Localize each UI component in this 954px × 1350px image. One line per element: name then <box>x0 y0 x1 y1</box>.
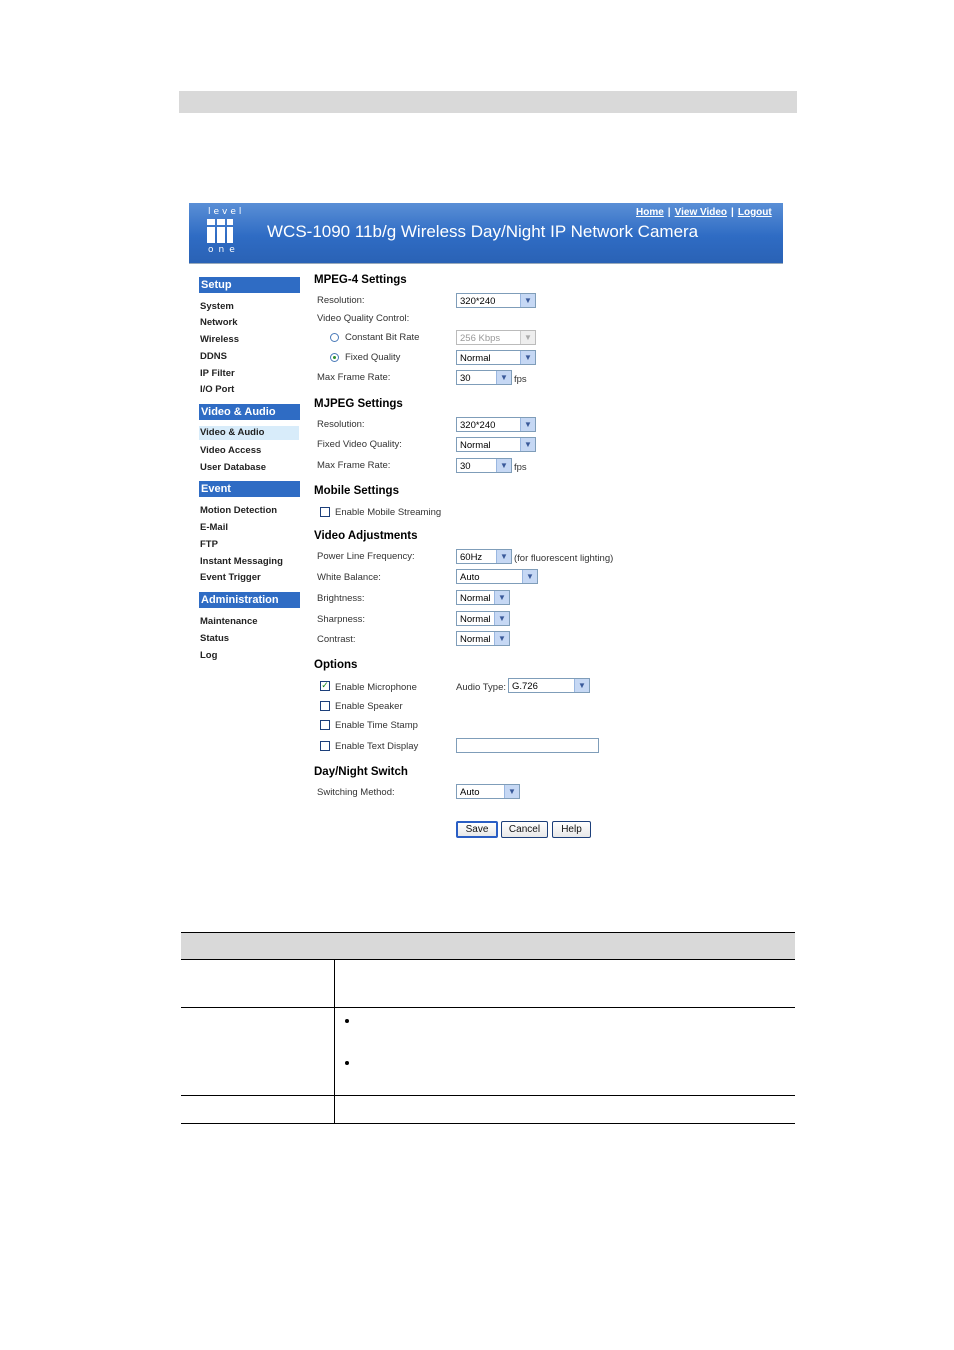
link-separator: | <box>731 207 734 218</box>
sidebar-item-video-audio[interactable]: Video & Audio <box>199 426 299 440</box>
white-balance-select[interactable] <box>456 569 538 584</box>
mpeg4-fps-unit: fps <box>514 374 527 385</box>
sidebar-item-email[interactable]: E-Mail <box>200 522 228 533</box>
table-bottom-border <box>181 1123 795 1124</box>
sidebar-item-motion-detection[interactable]: Motion Detection <box>200 505 278 516</box>
options-section-title: Options <box>314 659 358 671</box>
switching-method-value: Auto <box>460 787 480 798</box>
white-balance-value: Auto <box>460 572 480 583</box>
mjpeg-frame-rate-value: 30 <box>460 461 471 472</box>
mpeg4-resolution-label: Resolution: <box>317 295 365 306</box>
chevron-down-icon: ▼ <box>520 438 535 451</box>
cancel-button[interactable]: Cancel <box>501 821 548 838</box>
power-line-frequency-label: Power Line Frequency: <box>317 551 415 562</box>
mjpeg-frame-rate-select[interactable] <box>456 458 512 473</box>
chevron-down-icon: ▼ <box>496 550 511 563</box>
sidebar-item-user-database[interactable]: User Database <box>200 462 267 473</box>
enable-speaker-label: Enable Speaker <box>335 701 403 712</box>
mjpeg-max-frame-rate-label: Max Frame Rate: <box>317 460 391 471</box>
sharpness-value: Normal <box>460 614 491 625</box>
enable-text-display-label: Enable Text Display <box>335 741 419 752</box>
sidebar-item-wireless[interactable]: Wireless <box>200 334 239 345</box>
chevron-down-icon: ▼ <box>520 294 535 307</box>
enable-text-display-checkbox[interactable] <box>320 741 330 751</box>
enable-speaker-checkbox[interactable] <box>320 701 330 711</box>
chevron-down-icon: ▼ <box>520 351 535 364</box>
table-row-divider <box>181 1095 795 1096</box>
mjpeg-resolution-value: 320*240 <box>460 420 496 431</box>
mpeg4-max-frame-rate-label: Max Frame Rate: <box>317 372 391 383</box>
day-night-section-title: Day/Night Switch <box>314 766 408 778</box>
chevron-down-icon: ▼ <box>520 331 535 344</box>
sidebar-item-ddns[interactable]: DDNS <box>200 351 227 362</box>
switching-method-label: Switching Method: <box>317 787 395 798</box>
brightness-value: Normal <box>460 593 491 604</box>
mjpeg-fixed-video-quality-label: Fixed Video Quality: <box>317 439 402 450</box>
contrast-label: Contrast: <box>317 634 356 645</box>
contrast-value: Normal <box>460 634 491 645</box>
enable-time-stamp-checkbox[interactable] <box>320 720 330 730</box>
sidebar-item-ftp[interactable]: FTP <box>200 539 218 550</box>
power-line-frequency-value: 60Hz <box>460 552 483 563</box>
sidebar-item-network[interactable]: Network <box>200 317 238 328</box>
sidebar-item-log[interactable]: Log <box>200 650 218 661</box>
header-links <box>636 207 772 218</box>
save-button[interactable]: Save <box>456 821 498 838</box>
sidebar-section-video-audio: Video & Audio <box>199 404 300 420</box>
audio-type-label: Audio Type: <box>456 682 507 693</box>
page-title: WCS-1090 11b/g Wireless Day/Night IP Network Camera <box>267 222 699 241</box>
white-balance-label: White Balance: <box>317 572 381 583</box>
logo-bottom-text: one <box>208 245 240 255</box>
sidebar-item-system[interactable]: System <box>200 301 234 312</box>
constant-bit-rate-radio[interactable] <box>330 333 339 342</box>
chevron-down-icon: ▼ <box>522 570 537 583</box>
chevron-down-icon: ▼ <box>496 371 511 384</box>
table-column-divider <box>334 960 335 1124</box>
mjpeg-section-title: MJPEG Settings <box>314 398 403 410</box>
chevron-down-icon: ▼ <box>574 679 589 692</box>
mpeg4-frame-rate-value: 30 <box>460 373 471 384</box>
fixed-quality-radio[interactable] <box>330 353 339 362</box>
contrast-select[interactable] <box>456 631 510 646</box>
audio-type-select[interactable] <box>508 678 590 693</box>
mpeg4-frame-rate-select[interactable] <box>456 370 512 385</box>
chevron-down-icon: ▼ <box>494 632 509 645</box>
mpeg4-resolution-value: 320*240 <box>460 296 496 307</box>
view-video-link[interactable]: View Video <box>674 207 728 218</box>
sharpness-select[interactable] <box>456 611 510 626</box>
home-link[interactable]: Home <box>636 207 664 218</box>
enable-microphone-label: Enable Microphone <box>335 682 417 693</box>
enable-time-stamp-label: Enable Time Stamp <box>335 720 418 731</box>
mpeg4-resolution-select[interactable] <box>456 293 536 308</box>
sidebar-item-status[interactable]: Status <box>200 633 230 644</box>
sidebar-section-setup: Setup <box>199 277 300 293</box>
logo-mark-icon <box>207 219 233 243</box>
mjpeg-quality-value: Normal <box>460 440 491 451</box>
sidebar-section-administration: Administration <box>199 592 300 608</box>
switching-method-select[interactable] <box>456 784 520 799</box>
mjpeg-fps-unit: fps <box>514 462 527 473</box>
help-button[interactable]: Help <box>552 821 591 838</box>
sidebar-item-maintenance[interactable]: Maintenance <box>200 616 258 627</box>
bullet-icon <box>345 1061 349 1065</box>
sidebar-item-ip-filter[interactable]: IP Filter <box>200 368 235 379</box>
text-display-input[interactable] <box>456 738 599 753</box>
mjpeg-resolution-label: Resolution: <box>317 419 365 430</box>
logo-top-text: level <box>208 207 245 217</box>
fixed-quality-select[interactable] <box>456 350 536 365</box>
logout-link[interactable]: Logout <box>737 207 772 218</box>
bullet-icon <box>345 1019 349 1023</box>
enable-mobile-streaming-label: Enable Mobile Streaming <box>335 507 442 518</box>
video-quality-control-label: Video Quality Control: <box>317 313 410 324</box>
table-row-divider <box>181 1007 795 1008</box>
sidebar-item-io-port[interactable]: I/O Port <box>200 384 235 395</box>
constant-bit-rate-label: Constant Bit Rate <box>345 332 420 343</box>
sidebar-section-event: Event <box>199 481 300 497</box>
mjpeg-quality-select[interactable] <box>456 437 536 452</box>
chevron-down-icon: ▼ <box>494 591 509 604</box>
brightness-select[interactable] <box>456 590 510 605</box>
power-line-frequency-note: (for fluorescent lighting) <box>514 553 614 564</box>
bit-rate-value: 256 Kbps <box>460 333 501 344</box>
enable-microphone-checkbox[interactable]: ✓ <box>321 681 329 691</box>
fixed-quality-value: Normal <box>460 353 491 364</box>
sidebar-item-instant-messaging[interactable]: Instant Messaging <box>200 556 283 567</box>
link-separator: | <box>667 207 671 218</box>
table-header-row <box>181 932 795 960</box>
chevron-down-icon: ▼ <box>504 785 519 798</box>
brightness-label: Brightness: <box>317 593 365 604</box>
sidebar-item-event-trigger[interactable]: Event Trigger <box>200 572 261 583</box>
mobile-section-title: Mobile Settings <box>314 485 399 497</box>
fixed-quality-label: Fixed Quality <box>345 352 401 363</box>
video-adjustments-title: Video Adjustments <box>314 530 418 542</box>
bit-rate-select[interactable] <box>456 330 536 345</box>
sharpness-label: Sharpness: <box>317 614 366 625</box>
power-line-frequency-select[interactable] <box>456 549 512 564</box>
levelone-logo <box>200 207 244 257</box>
chevron-down-icon: ▼ <box>520 418 535 431</box>
chevron-down-icon: ▼ <box>494 612 509 625</box>
sidebar-item-video-access[interactable]: Video Access <box>200 445 262 456</box>
mjpeg-resolution-select[interactable] <box>456 417 536 432</box>
page-header-bar <box>179 91 797 113</box>
mpeg4-section-title: MPEG-4 Settings <box>314 274 407 286</box>
audio-type-value: G.726 <box>512 681 538 692</box>
enable-mobile-streaming-checkbox[interactable] <box>320 507 330 517</box>
chevron-down-icon: ▼ <box>496 459 511 472</box>
